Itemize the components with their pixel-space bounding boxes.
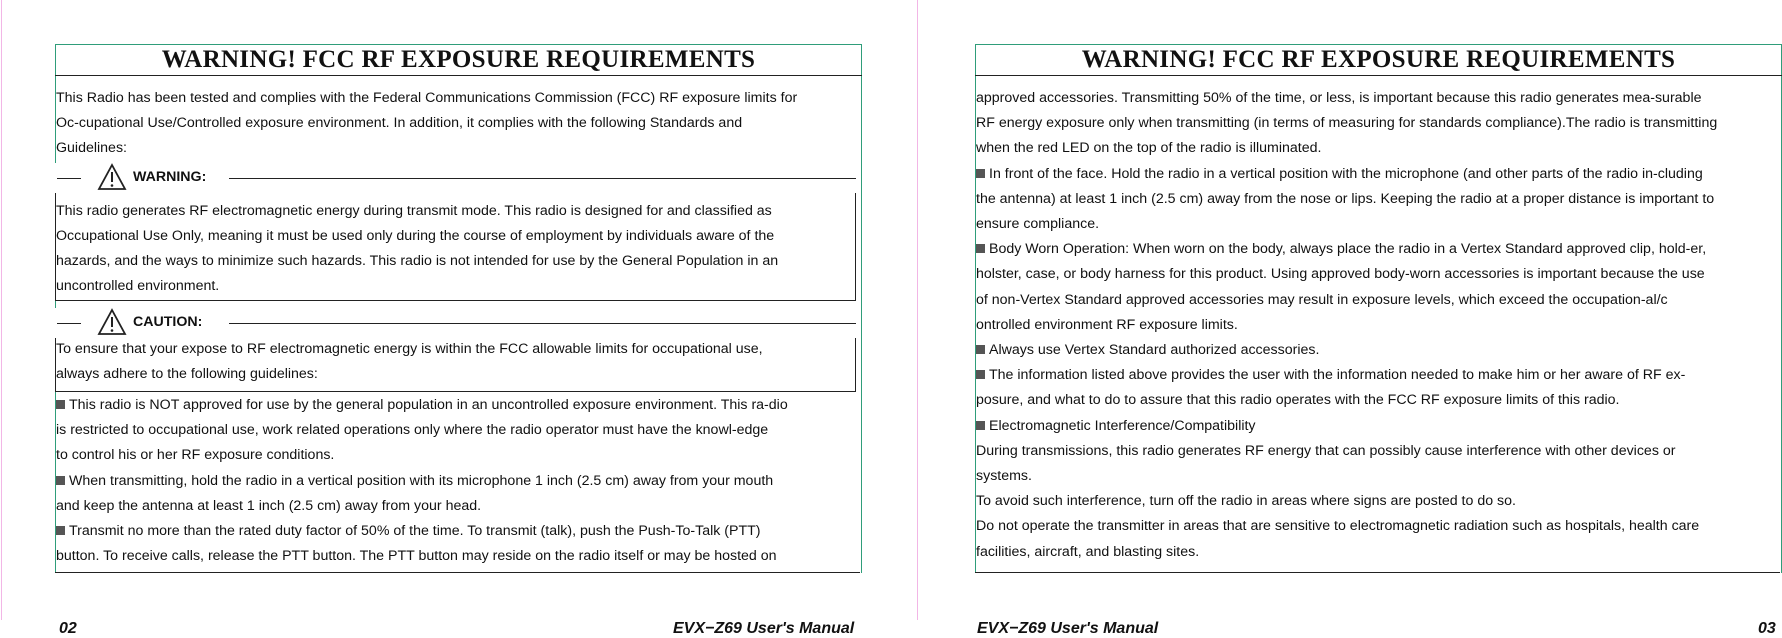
body-text-line bbox=[976, 489, 1516, 513]
body-text: facilities, aircraft, and blasting sites. bbox=[976, 543, 1200, 560]
body-text-line bbox=[976, 464, 1032, 488]
bullet-square-icon bbox=[56, 400, 65, 409]
body-text-line bbox=[976, 187, 1714, 211]
body-text-line bbox=[976, 439, 1675, 463]
body-text-line bbox=[976, 162, 1703, 186]
left-page-bottom-rule bbox=[55, 572, 860, 573]
warning-text-line: hazards, and the ways to minimize such hazards. This radio is not intended for use by the General Population in an bbox=[56, 253, 779, 269]
body-text: During transmissions, this radio generates RF energy that can possibly cause interference with other devices or bbox=[976, 442, 1676, 459]
warning-text-line: uncontrolled environment. bbox=[56, 278, 220, 294]
body-text: when the red LED on the top of the radio is illuminated. bbox=[976, 140, 1322, 157]
body-text-line bbox=[976, 414, 1256, 438]
body-text-line bbox=[56, 469, 773, 493]
body-text-line bbox=[976, 363, 1685, 387]
body-text: holster, case, or body harness for this product. Using approved body-worn accessories is important because the use bbox=[976, 266, 1705, 283]
body-text: posure, and what to do to assure that this radio operates with the FCC RF exposure limits of this radio. bbox=[976, 392, 1620, 409]
page-number: 02 bbox=[59, 620, 77, 637]
caution-text-line: To ensure that your expose to RF electromagnetic energy is within the FCC allowable limits for occupational use, bbox=[56, 341, 763, 357]
body-text: This radio is NOT approved for use by the general population in an uncontrolled exposure environment. This ra-dio bbox=[69, 397, 788, 413]
body-text: The information listed above provides the user with the information needed to make him or her aware of RF ex- bbox=[989, 367, 1686, 384]
right-page-title: WARNING! FCC RF EXPOSURE REQUIREMENTS bbox=[1081, 46, 1676, 73]
body-text-line bbox=[56, 443, 334, 467]
page-number: 03 bbox=[1758, 620, 1776, 637]
manual-name: EVX−Z69 User's Manual bbox=[977, 620, 1159, 637]
title-divider bbox=[975, 75, 1782, 76]
warning-label: WARNING: bbox=[133, 169, 207, 185]
body-text-line bbox=[976, 86, 1702, 110]
body-text: To avoid such interference, turn off the radio in areas where signs are posted to do so. bbox=[976, 493, 1516, 510]
body-text: RF energy exposure only when transmitting (in terms of measuring for standards compliance).The radio is transmitting bbox=[976, 115, 1718, 132]
warning-text-line: This radio generates RF electromagnetic energy during transmit mode. This radio is designed for and classified as bbox=[56, 203, 772, 219]
body-text-line bbox=[56, 494, 481, 518]
warning-triangle-icon bbox=[97, 163, 127, 191]
body-text: ensure compliance. bbox=[976, 216, 1100, 232]
body-text-line bbox=[976, 514, 1699, 538]
body-text: When transmitting, hold the radio in a vertical position with its microphone 1 inch (2.5 cm) away from your mouth bbox=[69, 472, 774, 489]
caution-box-header bbox=[55, 308, 860, 338]
body-text-line bbox=[976, 136, 1321, 160]
bullet-square-icon bbox=[976, 345, 985, 354]
caution-triangle-icon bbox=[97, 308, 127, 336]
body-text-line bbox=[976, 111, 1717, 135]
body-text-line bbox=[56, 544, 777, 568]
body-text-line bbox=[976, 388, 1619, 412]
body-text-line bbox=[976, 288, 1668, 312]
body-text: Electromagnetic Interference/Compatibility bbox=[989, 417, 1256, 434]
body-text-line bbox=[56, 519, 761, 543]
body-text: and keep the antenna at least 1 inch (2.5 cm) away from your head. bbox=[56, 497, 482, 514]
left-page-title: WARNING! FCC RF EXPOSURE REQUIREMENTS bbox=[161, 46, 756, 73]
body-text-line bbox=[56, 393, 788, 417]
body-text-line bbox=[976, 540, 1199, 564]
right-page-bottom-rule bbox=[975, 572, 1780, 573]
left-page-edge bbox=[1, 0, 2, 620]
bullet-square-icon bbox=[976, 244, 985, 253]
body-text: to control his or her RF exposure conditions. bbox=[56, 447, 335, 464]
body-text: systems. bbox=[976, 468, 1032, 484]
body-text: Always use Vertex Standard authorized accessories. bbox=[989, 342, 1320, 358]
body-text: the antenna) at least 1 inch (2.5 cm) away from the nose or lips. Keeping the radio at a proper distance is important to bbox=[976, 190, 1715, 207]
intro-line: Guidelines: bbox=[56, 140, 127, 156]
title-divider bbox=[55, 75, 862, 76]
body-text: button. To receive calls, release the PTT button. The PTT button may reside on the radio itself or may be hosted on bbox=[56, 548, 777, 565]
body-text-line bbox=[976, 338, 1319, 362]
body-text: In front of the face. Hold the radio in a vertical position with the microphone (and other parts of the radio in-cluding bbox=[989, 165, 1703, 182]
warning-box-header bbox=[55, 163, 860, 193]
bullet-square-icon bbox=[976, 421, 985, 430]
body-text: Transmit no more than the rated duty factor of 50% of the time. To transmit (talk), push the Push-To-Talk (PTT) bbox=[69, 523, 761, 539]
body-text: of non-Vertex Standard approved accessories may result in exposure levels, which exceed the occupation-al/c bbox=[976, 291, 1668, 308]
caution-text-line: always adhere to the following guidelines: bbox=[56, 366, 318, 382]
bullet-square-icon bbox=[976, 169, 985, 178]
warning-text-line: Occupational Use Only, meaning it must be used only during the course of employment by individuals aware of the bbox=[56, 228, 775, 244]
body-text-line bbox=[976, 237, 1706, 261]
body-text-line bbox=[976, 262, 1705, 286]
body-text-line bbox=[976, 313, 1238, 337]
intro-line: Oc-cupational Use/Controlled exposure environment. In addition, it complies with the following Standards and bbox=[56, 115, 743, 131]
bullet-square-icon bbox=[976, 370, 985, 379]
body-text: is restricted to occupational use, work related operations only where the radio operator must have the knowl-edge bbox=[56, 422, 769, 439]
caution-label: CAUTION: bbox=[133, 314, 203, 330]
body-text-line bbox=[56, 418, 768, 442]
body-text-line bbox=[976, 212, 1099, 236]
body-text: approved accessories. Transmitting 50% of the time, or less, is important because this radio generates mea-surable bbox=[976, 90, 1702, 106]
manual-name: EVX−Z69 User's Manual bbox=[673, 620, 855, 637]
page-spine bbox=[917, 0, 918, 620]
intro-line: This Radio has been tested and complies with the Federal Communications Commission (FCC) RF exposure limits for bbox=[56, 90, 798, 106]
body-text: Body Worn Operation: When worn on the body, always place the radio in a Vertex Standard approved clip, hold-er, bbox=[989, 241, 1707, 258]
body-text: Do not operate the transmitter in areas that are sensitive to electromagnetic radiation such as hospitals, health care bbox=[976, 518, 1700, 535]
body-text: ontrolled environment RF exposure limits. bbox=[976, 316, 1238, 333]
bullet-square-icon bbox=[56, 476, 65, 485]
bullet-square-icon bbox=[56, 526, 65, 535]
